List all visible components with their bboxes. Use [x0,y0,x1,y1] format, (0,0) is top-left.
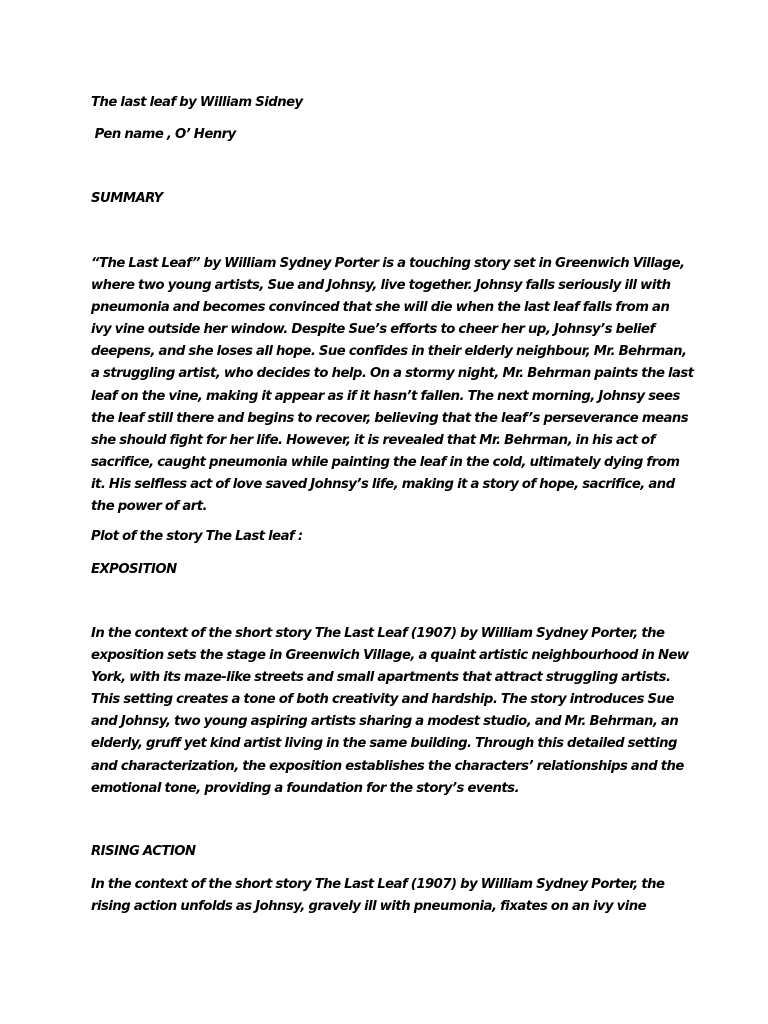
summary-line: sacrifice, caught pneumonia while painting the leaf in the cold, ultimately dying from [91,454,680,470]
exposition-line: elderly, gruff yet kind artist living in the same building. Through this detailed setting [91,736,677,752]
exposition-paragraph [91,623,691,800]
exposition-line: exposition sets the stage in Greenwich Village, a quaint artistic neighbourhood in New [91,648,689,664]
summary-heading: SUMMARY [91,191,163,206]
summary-line: deepens, and she loses all hope. Sue confides in their elderly neighbour, Mr. Behrman, [91,344,687,360]
summary-line: the leaf still there and begins to recover, believing that the leaf’s perseverance means [91,410,689,426]
summary-paragraph [91,253,694,518]
document-title: The last leaf by William Sidney [91,95,303,110]
exposition-line: emotional tone, providing a foundation for the story’s events. [91,780,520,796]
exposition-heading: EXPOSITION [91,562,177,577]
summary-line: it. His selfless act of love saved Johnsy’s life, making it a story of hope, sacrifice, and [91,476,675,492]
exposition-line: In the context of the short story The Last Leaf (1907) by William Sydney Porter, the [91,626,665,641]
exposition-line: This setting creates a tone of both creativity and hardship. The story introduces Sue [91,692,674,708]
exposition-line: York, with its maze-like streets and small apartments that attract struggling artists. [91,670,671,686]
summary-line: where two young artists, Sue and Johnsy, live together. Johnsy falls seriously ill with [91,278,671,294]
exposition-line: and characterization, the exposition establishes the characters’ relationships and the [91,758,684,774]
summary-line: leaf on the vine, making it appear as if it hasn’t fallen. The next morning, Johnsy sees [91,388,680,404]
summary-line: pneumonia and becomes convinced that she will die when the last leaf falls from an [91,300,670,316]
rising-action-line: rising action unfolds as Johnsy, gravely ill with pneumonia, fixates on an ivy vine [91,899,647,915]
summary-line: ivy vine outside her window. Despite Sue’s efforts to cheer her up, Johnsy’s belief [91,322,655,338]
pen-name: Pen name , O’ Henry [91,127,236,142]
exposition-line: and Johnsy, two young aspiring artists sharing a modest studio, and Mr. Behrman, an [91,714,679,730]
plot-heading: Plot of the story The Last leaf : [91,529,303,544]
rising-action-heading: RISING ACTION [91,844,196,859]
summary-line: a struggling artist, who decides to help. On a stormy night, Mr. Behrman paints the last [91,366,694,382]
rising-action-line: In the context of the short story The Last Leaf (1907) by William Sydney Porter, the [91,877,665,892]
summary-line: the power of art. [91,499,208,515]
summary-line: she should fight for her life. However, it is revealed that Mr. Behrman, in his act of [91,432,655,448]
summary-line: “The Last Leaf” by William Sydney Porter is a touching story set in Greenwich Village, [91,256,685,271]
rising-action-paragraph [91,874,691,918]
